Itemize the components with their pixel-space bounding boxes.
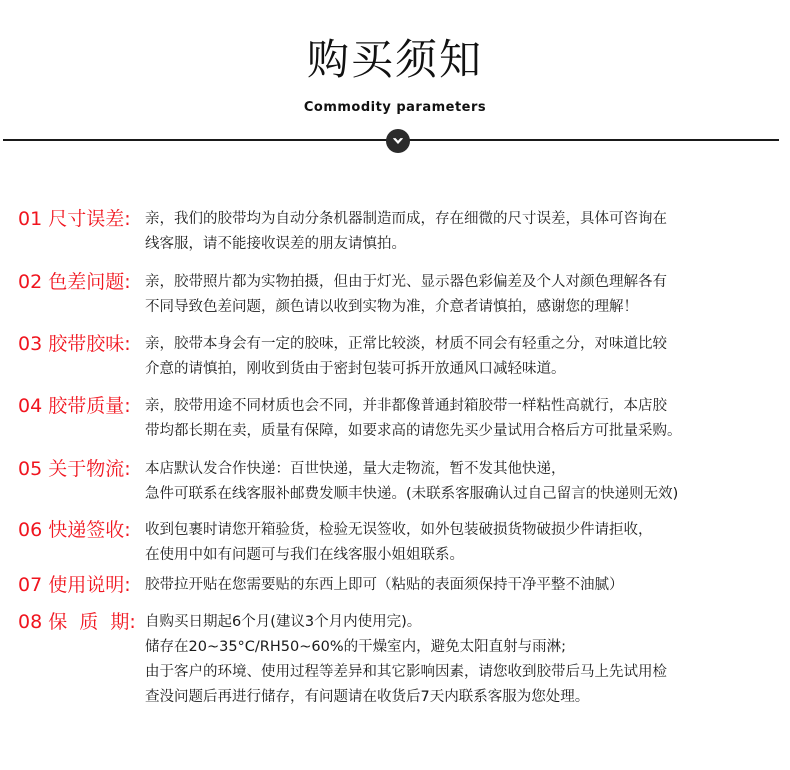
- notice-text: [145, 207, 785, 257]
- notice-label: 01 尺寸误差:: [18, 208, 131, 230]
- notice-line: 带均都长期在卖，质量有保障，如要求高的请您先买少量试用合格后方可批量采购。: [145, 423, 682, 439]
- notice-line: 介意的请慎拍，刚收到货由于密封包装可拆开放通风口减轻味道。: [145, 361, 566, 377]
- notice-label: 03 胶带胶味:: [18, 333, 131, 355]
- notice-line: 亲，胶带用途不同材质也会不同，并非都像普通封箱胶带一样粘性高就行，本店胶: [145, 398, 667, 414]
- notice-label: 05 关于物流:: [18, 458, 131, 480]
- notice-text: [145, 518, 785, 568]
- notice-label: 06 快递签收:: [18, 519, 131, 541]
- notice-text: [145, 573, 785, 598]
- notice-text: [145, 332, 785, 382]
- notice-label: 07 使用说明:: [18, 574, 131, 596]
- page-subtitle: Commodity parameters: [303, 100, 487, 115]
- notice-text: [145, 270, 785, 320]
- chevron-down-icon: [386, 129, 410, 153]
- notice-line: 由于客户的环境、使用过程等差异和其它影响因素，请您收到胶带后马上先试用检: [145, 664, 667, 680]
- notice-line: 线客服，请不能接收误差的朋友请慎拍。: [145, 236, 406, 252]
- page-title: 购买须知: [306, 35, 483, 84]
- notice-line: 查没问题后再进行储存，有问题请在收货后7天内联系客服为您处理。: [145, 689, 590, 705]
- notice-label: 02 色差问题:: [18, 271, 131, 293]
- notice-label: 04 胶带质量:: [18, 395, 131, 417]
- notice-line: 亲，胶带本身会有一定的胶味，正常比较淡，材质不同会有轻重之分，对味道比较: [145, 336, 667, 352]
- notice-line: 不同导致色差问题，颜色请以收到实物为准，介意者请慎拍，感谢您的理解！: [145, 299, 638, 315]
- notice-line: 胶带拉开贴在您需要贴的东西上即可（粘贴的表面须保持干净平整不油腻）: [145, 577, 624, 593]
- notice-text: [145, 457, 785, 507]
- notice-text: [145, 394, 785, 444]
- notice-label: 08 保 质 期:: [18, 611, 136, 633]
- notice-text: [145, 610, 785, 710]
- notice-line: 本店默认发合作快递：百世快递，量大走物流，暂不发其他快递，: [145, 461, 566, 477]
- notice-line: 储存在20~35°C/RH50~60%的干燥室内，避免太阳直射与雨淋;: [145, 639, 567, 655]
- notice-line: 亲，我们的胶带均为自动分条机器制造而成，存在细微的尺寸误差，具体可咨询在: [145, 211, 667, 227]
- notice-line: 在使用中如有问题可与我们在线客服小姐姐联系。: [145, 547, 464, 563]
- notice-line: 急件可联系在线客服补邮费发顺丰快递。(未联系客服确认过自己留言的快递则无效): [145, 486, 679, 502]
- notice-line: 自购买日期起6个月(建议3个月内使用完)。: [145, 614, 422, 630]
- notice-line: 收到包裹时请您开箱验货，检验无误签收，如外包装破损货物破损少件请拒收，: [145, 522, 653, 538]
- notice-line: 亲，胶带照片都为实物拍摄，但由于灯光、显示器色彩偏差及个人对颜色理解各有: [145, 274, 667, 290]
